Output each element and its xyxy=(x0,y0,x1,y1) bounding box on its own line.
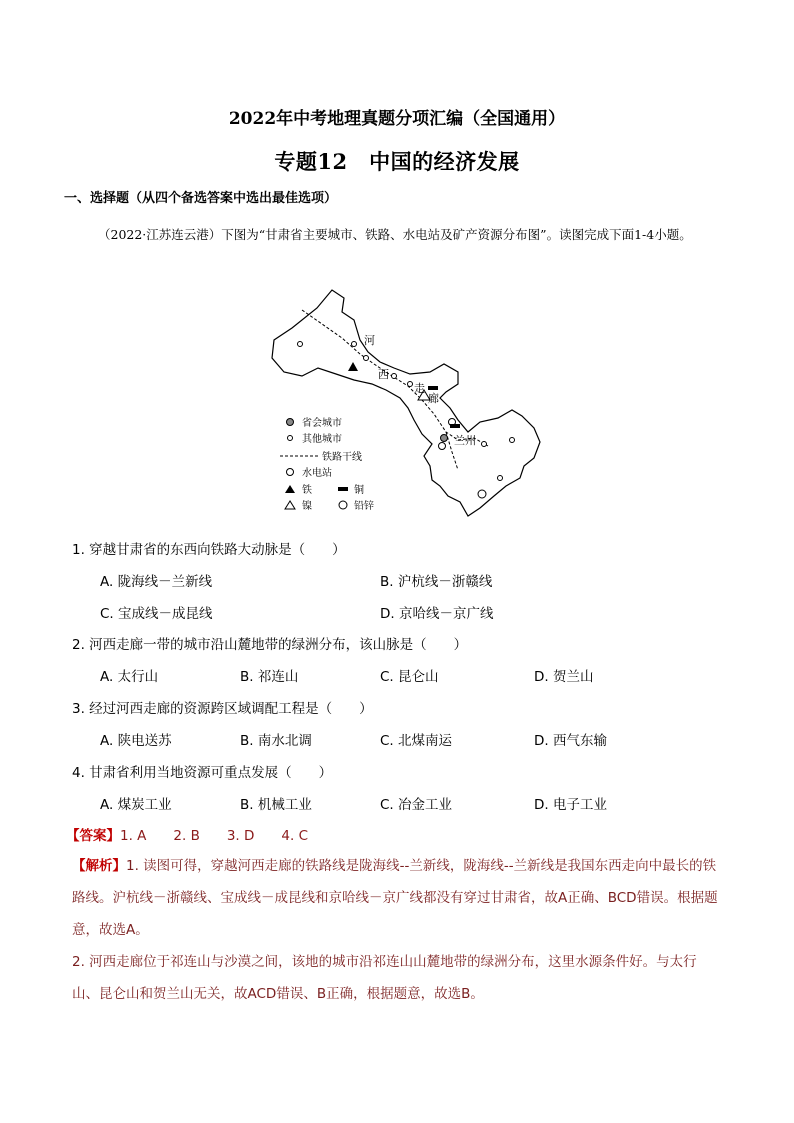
document-title: 2022年中考地理真题分项汇编（全国通用） xyxy=(228,109,566,129)
city-dot xyxy=(408,382,413,387)
province-outline xyxy=(272,290,540,516)
legend-lead-zinc: 铅锌 xyxy=(354,501,374,512)
city-dot xyxy=(498,476,503,481)
question-4: 4. 甘肃省利用当地资源可重点发展（ ） xyxy=(72,765,333,781)
map-legend xyxy=(280,416,374,512)
q1-option-c: C. 宝成线－成昆线 xyxy=(100,606,213,622)
city-dot xyxy=(364,356,369,361)
city-dot xyxy=(510,438,515,443)
q4-option-a: A. 煤炭工业 xyxy=(100,797,172,813)
legend-hydro: 水电站 xyxy=(302,468,332,479)
city-dot xyxy=(352,342,357,347)
copper-symbol xyxy=(428,386,438,390)
section-heading: 一、选择题（从四个备选答案中选出最佳选项） xyxy=(64,191,338,206)
analysis-paragraph-1 xyxy=(72,850,722,946)
q3-option-a: A. 陕电送苏 xyxy=(100,733,172,749)
hydro-station xyxy=(439,443,446,450)
legend-iron: 铁 xyxy=(302,485,312,496)
q3-option-d: D. 西气东输 xyxy=(534,733,607,749)
label-lanzhou: 兰州 xyxy=(454,434,476,447)
q2-option-d: D. 贺兰山 xyxy=(534,669,594,685)
iron-symbol xyxy=(348,362,358,371)
q4-option-b: B. 机械工业 xyxy=(240,797,312,813)
gansu-map-figure xyxy=(262,280,552,525)
legend-railway: 铁路干线 xyxy=(322,452,362,463)
q3-option-b: B. 南水北调 xyxy=(240,733,312,749)
lead-zinc-symbol xyxy=(478,490,486,498)
copper-symbol xyxy=(450,424,460,428)
q2-option-b: B. 祁连山 xyxy=(240,669,299,685)
legend-city: 其他城市 xyxy=(302,434,342,445)
q2-option-a: A. 太行山 xyxy=(100,669,159,685)
analysis-text-1: 1. 读图可得，穿越河西走廊的铁路线是陇海线--兰新线，陇海线--兰新线是我国东西走向中最长的铁路线。沪杭线－浙赣线、宝成线－成昆线和京哈线－京广线都没有穿过甘肃省，故A正确、BCD错误。根据题意，故选A。 xyxy=(72,858,718,938)
topic-title: 专题12 中国的经济发展 xyxy=(274,149,520,174)
q1-option-d: D. 京哈线－京广线 xyxy=(380,606,494,622)
capital-lanzhou xyxy=(441,435,448,442)
question-3: 3. 经过河西走廊的资源跨区域调配工程是（ ） xyxy=(72,701,373,717)
question-2: 2. 河西走廊一带的城市沿山麓地带的绿洲分布，该山脉是（ ） xyxy=(72,637,468,653)
label-zou: 走 xyxy=(414,382,425,395)
answer-label: 【答案】 xyxy=(66,828,120,844)
q1-option-a: A. 陇海线－兰新线 xyxy=(100,574,213,590)
city-dot xyxy=(298,342,303,347)
label-xi: 西 xyxy=(378,368,389,381)
answer-text: 1. A 2. B 3. D 4. C xyxy=(120,828,309,844)
answer-line xyxy=(66,824,308,844)
label-lang: 廊 xyxy=(428,392,439,405)
analysis-label: 【解析】 xyxy=(72,858,126,874)
q4-option-c: C. 冶金工业 xyxy=(380,797,453,813)
legend-nickel: 镍 xyxy=(302,501,312,512)
legend-copper: 铜 xyxy=(354,485,364,496)
city-dot xyxy=(392,374,397,379)
legend-capital: 省会城市 xyxy=(302,418,342,429)
q2-option-c: C. 昆仑山 xyxy=(380,669,439,685)
label-he: 河 xyxy=(364,334,375,347)
q3-option-c: C. 北煤南运 xyxy=(380,733,453,749)
analysis-paragraph-2: 2. 河西走廊位于祁连山与沙漠之间，该地的城市沿祁连山山麓地带的绿洲分布，这里水源条件好。与太行山、昆仑山和贺兰山无关，故ACD错误、B正确，根据题意，故选B。 xyxy=(72,954,697,1002)
city-dot xyxy=(482,442,487,447)
q4-option-d: D. 电子工业 xyxy=(534,797,607,813)
question-1: 1. 穿越甘肃省的东西向铁路大动脉是（ ） xyxy=(72,542,346,558)
question-intro: （2022·江苏连云港）下图为“甘肃省主要城市、铁路、水电站及矿产资源分布图”。读图完成下面1-4小题。 xyxy=(98,227,692,242)
q1-option-b: B. 沪杭线－浙赣线 xyxy=(380,574,493,590)
